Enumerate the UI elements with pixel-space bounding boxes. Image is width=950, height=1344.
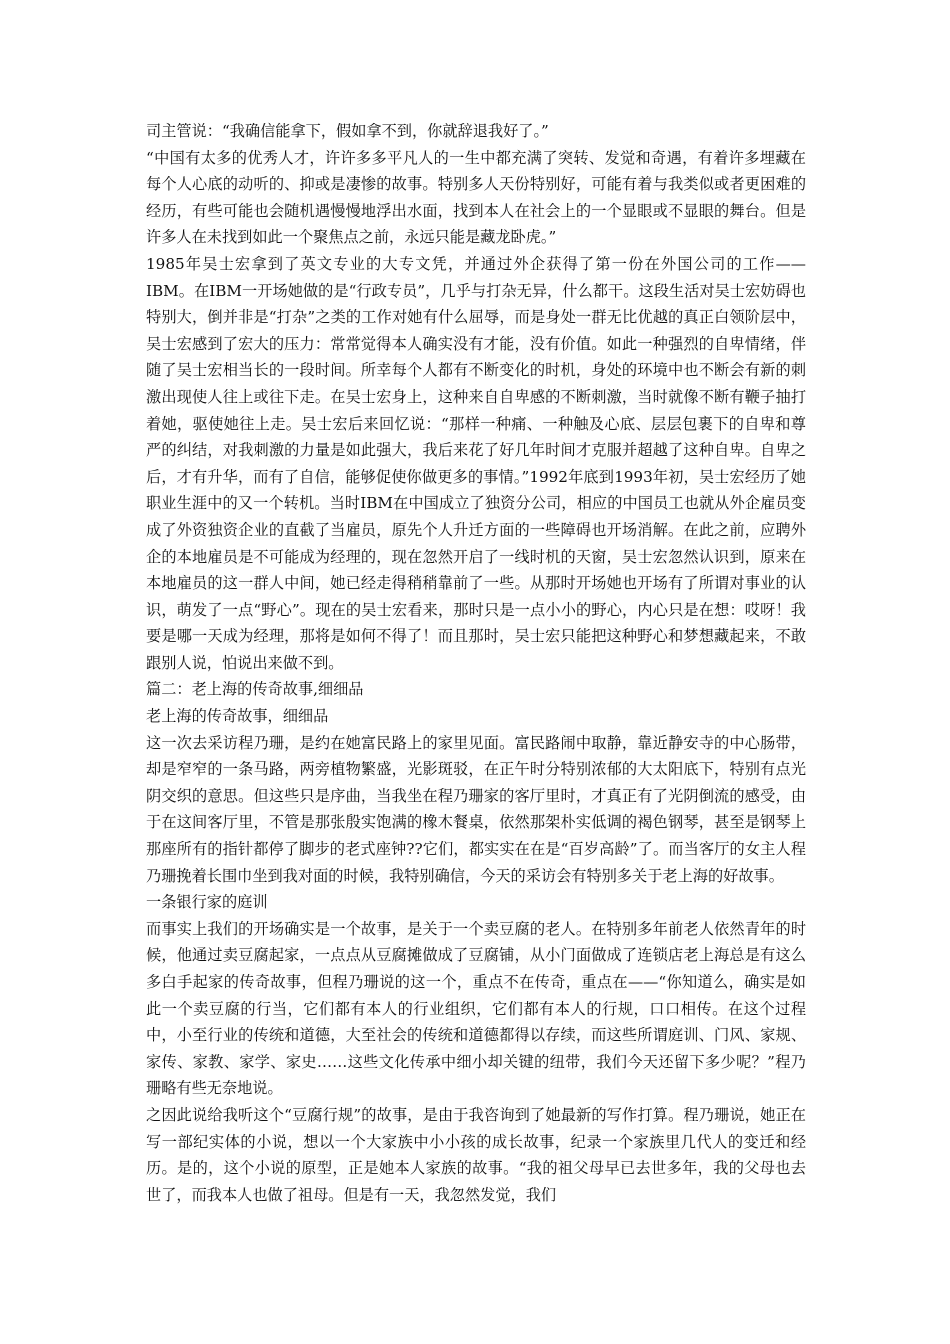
paragraph-interview: 这一次去采访程乃珊，是约在她富民路上的家里见面。富民路闹中取静，靠近静安寺的中心肠带，却是窄窄的一条马路，两旁植物繁盛，光影斑驳，在正午时分特别浓郁的大太阳底下，特别有点光阴交织的意思。但这些只是序曲，当我坐在程乃珊家的客厅里时，才真正有了光阴倒流的感受，由于在这间客厅里，不管是那张殷实饱满的橡木餐桌，依然那架朴实低调的褐色钢琴，甚至是钢琴上那座所有的指针都停了脚步的老式座钟??它们，都实实在在是“百岁高龄”了。而当客厅的女主人程乃珊挽着长围巾坐到我对面的时候，我特别确信，今天的采访会有特别多关于老上海的好故事。	[146, 733, 806, 885]
paragraph-wu-shihong: 1985年吴士宏拿到了英文专业的大专文凭，并通过外企获得了第一份在外国公司的工作——IBM。在IBM一开场她做的是“行政专员”，几乎与打杂无异，什么都干。这段生活对吴士宏妨碍也特别大，倒并非是“打杂”之类的工作对她有什么屈辱，而是身处一群无比优越的真正白领阶层中，吴士宏感到了宏大的压力：常常觉得本人确实没有才能，没有价值。如此一种强烈的自卑情绪，伴随了吴士宏相当长的一段时间。所幸每个人都有不断变化的时机，身处的环境中也不断会有新的刺激出现使人往上或往下走。在吴士宏身上，这种来自自卑感的不断刺激，当时就像不断有鞭子抽打着她，驱使她往上走。吴士宏后来回忆说：“那样一种痛、一种触及心底、层层包裹下的自卑和尊严的纠结，对我刺激的力量是如此强大，我后来花了好几年时间才克服并超越了这种自卑。自卑之后，才有升华，而有了自信，能够促使你做更多的事情。”1992年底到1993年初，吴士宏经历了她职业生涯中的又一个转机。当时IBM在中国成立了独资分公司，相应的中国员工也就从外企雇员变成了外资独资企业的直截了当雇员，原先个人升迁方面的一些障碍也开场消解。在此之前，应聘外企的本地雇员是不可能成为经理的，现在忽然开启了一线时机的天窗，吴士宏忽然认识到，原来在本地雇员的这一群人中间，她已经走得稍稍靠前了一些。从那时开场她也开场有了所谓对事业的认识，萌发了一点“野心”。现在的吴士宏看来，那时只是一点小小的野心，内心只是在想：哎呀！我要是哪一天成为经理，那将是如何不得了！而且那时，吴士宏只能把这种野心和梦想藏起来，不敢跟别人说，怕说出来做不到。	[146, 254, 806, 672]
paragraph-novel-plan: 之因此说给我听这个“豆腐行规”的故事，是由于我咨询到了她最新的写作打算。程乃珊说，她正在写一部纪实体的小说，想以一个大家族中小小孩的成长故事，纪录一个家族里几代人的变迁和经历。是的，这个小说的原型，正是她本人家族的故事。“我的祖父母早已去世多年，我的父母也去世了，而我本人也做了祖母。但是有一天，我忽然发觉，我们	[146, 1105, 806, 1204]
subheading-banker-lesson: 一条银行家的庭训	[146, 893, 268, 912]
article-title: 老上海的传奇故事，细细品	[146, 707, 329, 726]
paragraph-tofu-story: 而事实上我们的开场确实是一个故事，是关于一个卖豆腐的老人。在特别多年前老人依然青年的时候，他通过卖豆腐起家，一点点从豆腐摊做成了豆腐铺，从小门面做成了连锁店老上海总是有这么多白手起家的传奇故事，但程乃珊说的这一个，重点不在传奇，重点在——“你知道么，确实是如此一个卖豆腐的行当，它们都有本人的行业组织，它们都有本人的行规，口口相传。在这个过程中，小至行业的传统和道德，大至社会的传统和道德都得以存续，而这些所谓庭训、门风、家规、家传、家教、家学、家史……这些文化传承中细小却关键的纽带，我们今天还留下多少呢？”程乃珊略有些无奈地说。	[146, 919, 806, 1098]
paragraph-quote-end: 司主管说：“我确信能拿下，假如拿不到，你就辞退我好了。”	[146, 122, 549, 140]
document-body	[146, 118, 806, 1208]
paragraph-talent: “中国有太多的优秀人才，许许多多平凡人的一生中都充满了突转、发觉和奇遇，有着许多埋藏在每个人心底的动听的、抑或是凄惨的故事。特别多人天份特别好，可能有着与我类似或者更困难的经历，有些可能也会随机遇慢慢地浮出水面，找到本人在社会上的一个显眼或不显眼的舞台。但是许多人在未找到如此一个聚焦点之前，永远只能是藏龙卧虎。”	[146, 148, 806, 247]
section-heading: 篇二：老上海的传奇故事,细细品	[146, 680, 364, 699]
